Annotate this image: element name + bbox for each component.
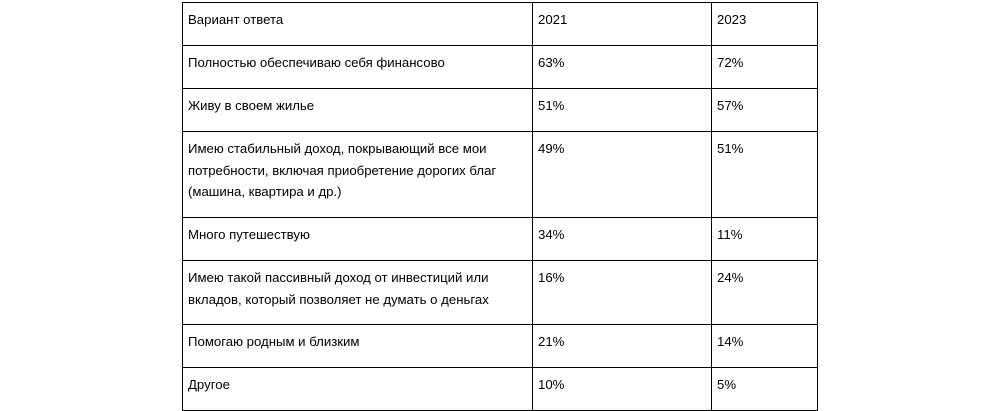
row-value-2023: 24% xyxy=(712,261,818,325)
survey-table xyxy=(182,2,818,411)
table-row xyxy=(183,89,818,132)
row-value-2023: 5% xyxy=(712,368,818,411)
row-value-2023: 11% xyxy=(712,218,818,261)
row-value-2021: 10% xyxy=(533,368,712,411)
row-option: Помогаю родным и близким xyxy=(183,325,533,368)
row-value-2021: 34% xyxy=(533,218,712,261)
table-row xyxy=(183,46,818,89)
row-value-2021: 21% xyxy=(533,325,712,368)
table-row xyxy=(183,261,818,325)
row-value-2021: 49% xyxy=(533,132,712,218)
table-row xyxy=(183,325,818,368)
row-option: Другое xyxy=(183,368,533,411)
row-value-2023: 14% xyxy=(712,325,818,368)
row-option: Имею стабильный доход, покрывающий все мои потребности, включая приобретение дорогих благ (машина, квартира и др.) xyxy=(183,132,533,218)
table-header-row xyxy=(183,3,818,46)
row-value-2023: 51% xyxy=(712,132,818,218)
row-value-2023: 57% xyxy=(712,89,818,132)
row-option: Полностью обеспечиваю себя финансово xyxy=(183,46,533,89)
header-year-2023: 2023 xyxy=(712,3,818,46)
row-option: Много путешествую xyxy=(183,218,533,261)
row-value-2021: 63% xyxy=(533,46,712,89)
row-value-2021: 51% xyxy=(533,89,712,132)
table-row xyxy=(183,132,818,218)
header-year-2021: 2021 xyxy=(533,3,712,46)
row-option: Имею такой пассивный доход от инвестиций или вкладов, который позволяет не думать о деньгах xyxy=(183,261,533,325)
table-row xyxy=(183,218,818,261)
row-value-2023: 72% xyxy=(712,46,818,89)
row-option: Живу в своем жилье xyxy=(183,89,533,132)
header-option: Вариант ответа xyxy=(183,3,533,46)
row-value-2021: 16% xyxy=(533,261,712,325)
table-row xyxy=(183,368,818,411)
